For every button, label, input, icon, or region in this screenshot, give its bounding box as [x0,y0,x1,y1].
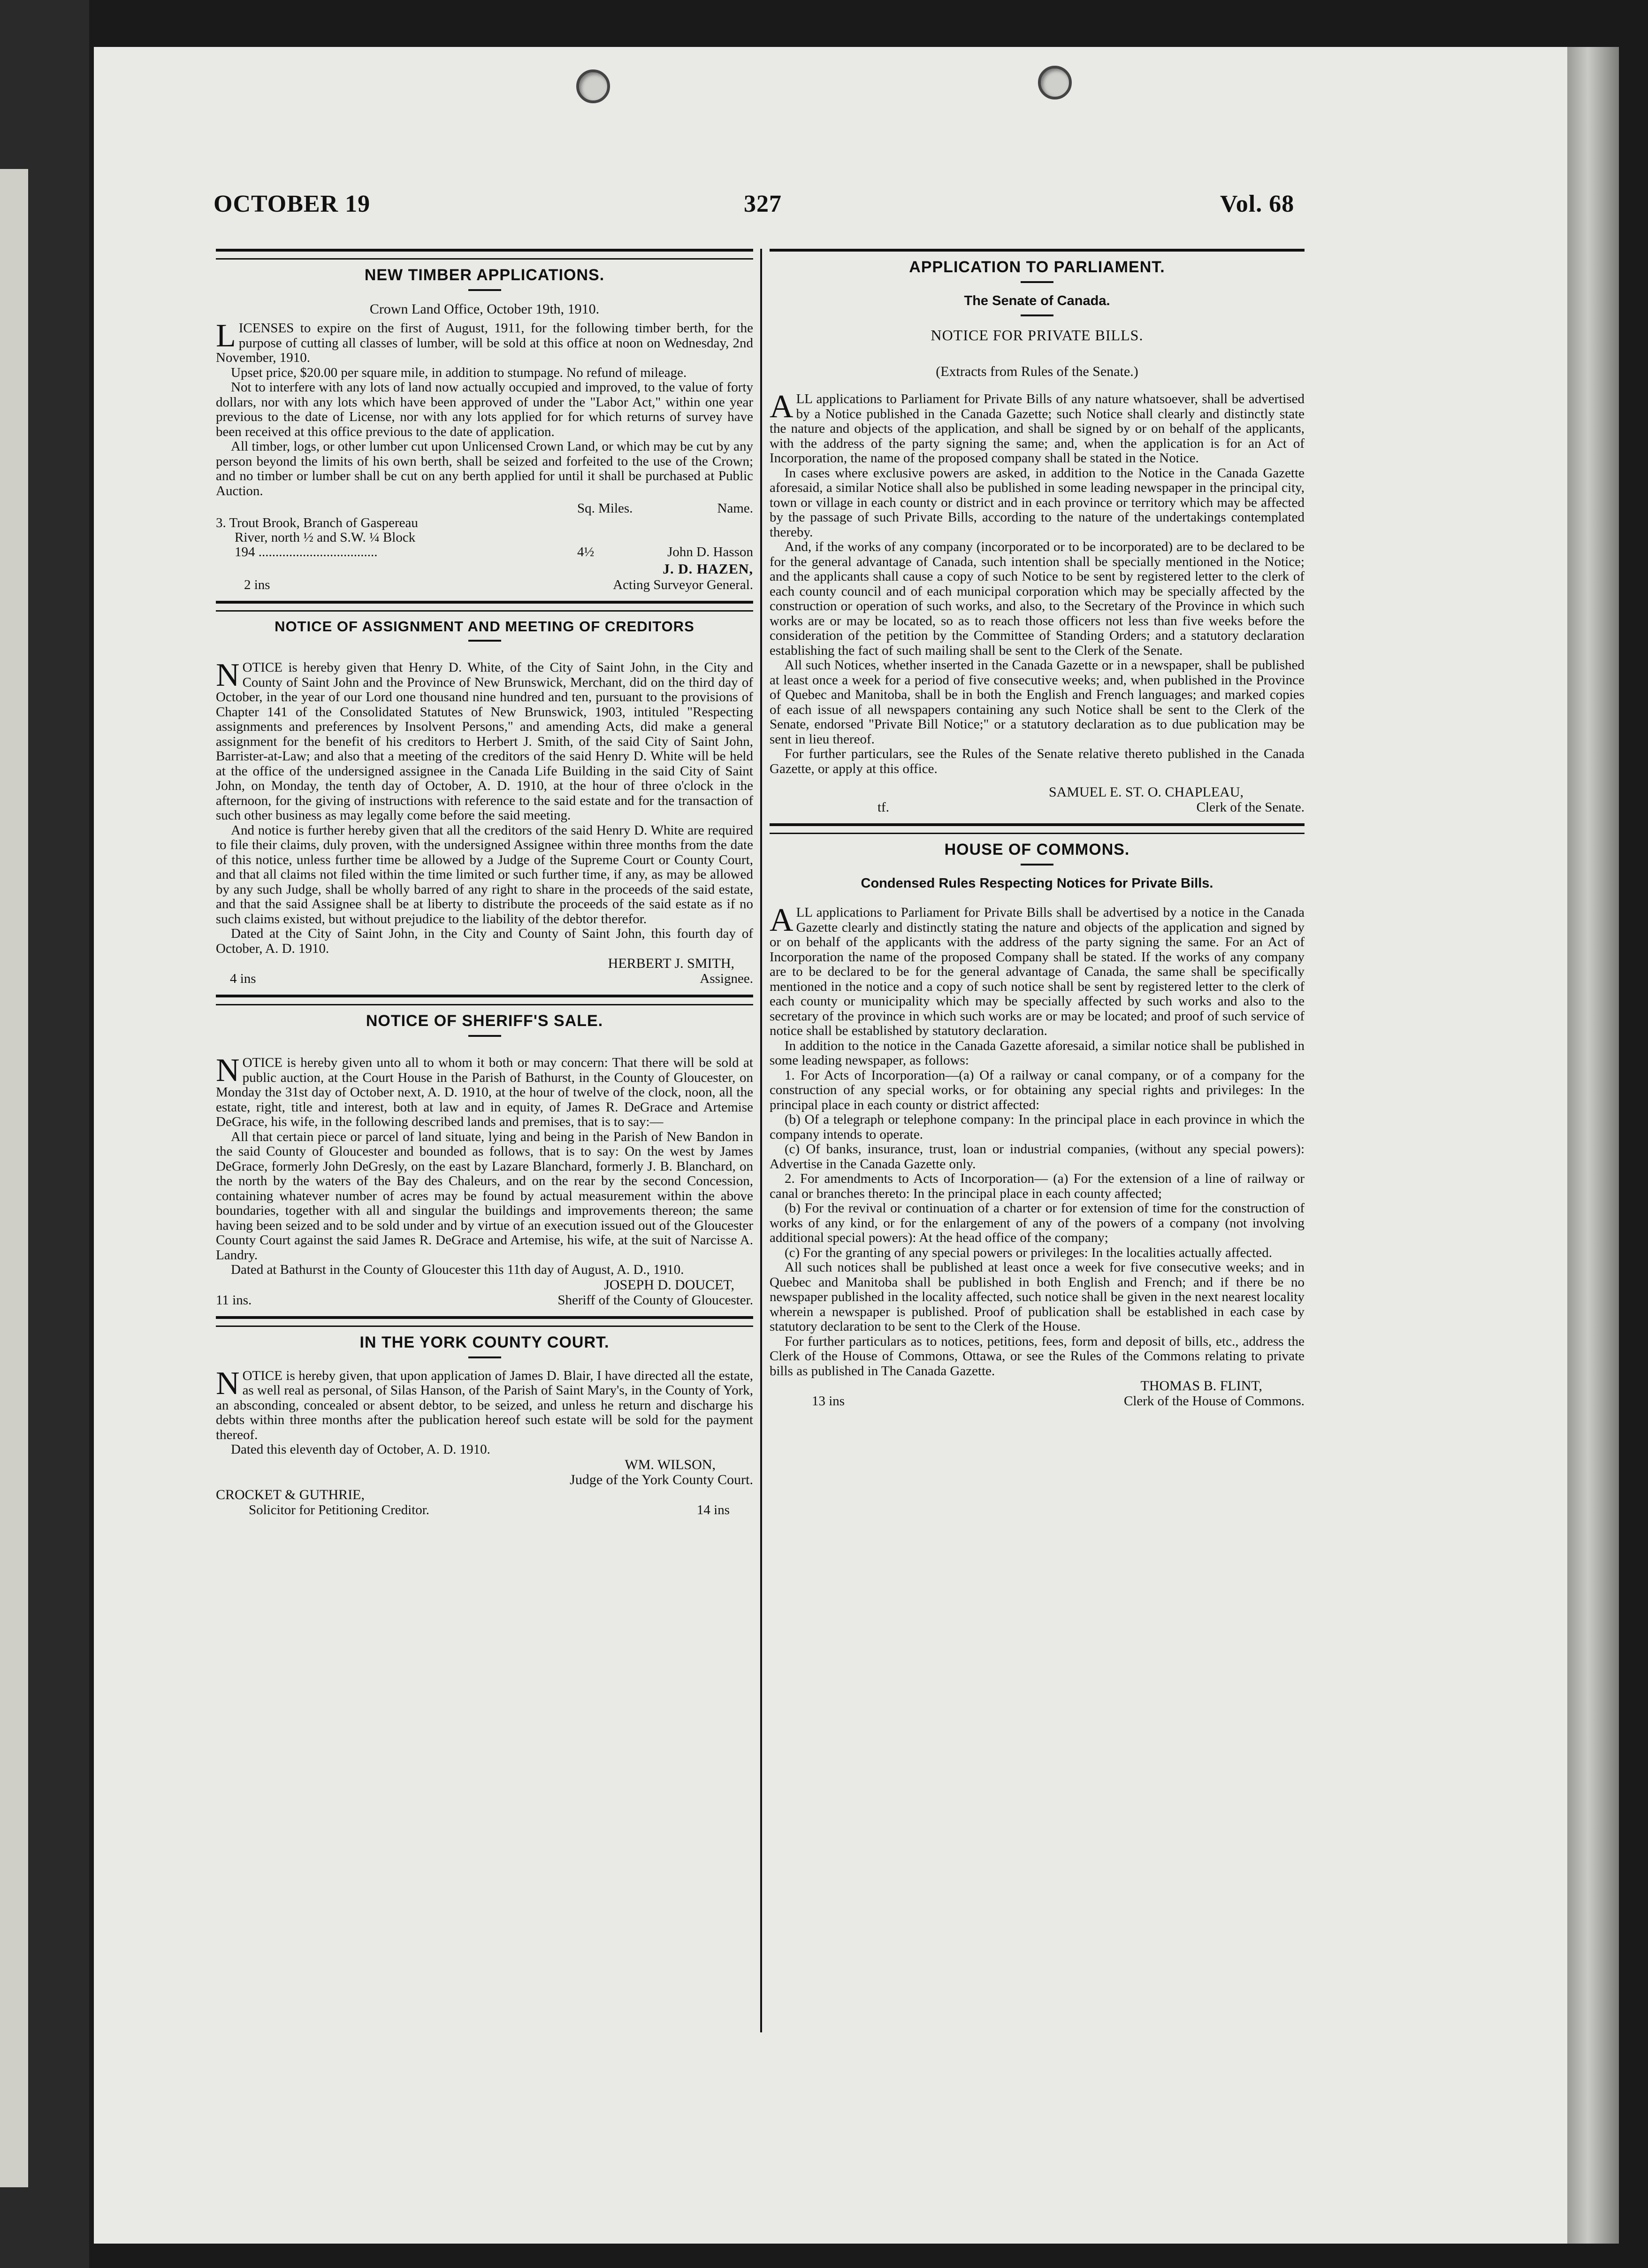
assignment-p2: And notice is further hereby given that all the creditors of the said Henry D. White are required to file their claims, duly proven, with the undersigned Assignee within three months from the date of this notice, unless further time be allowed by a Judge of the Supreme Court or County Court, and that all claims not filed within the time limited or such further time, if any, as may be allowed by any such Judge, shall be wholly barred of any right to share in the proceeds of the said estate, and that the said Assignee shall be at liberty to distribute the proceeds of the said estate as if no such claims existed, but without prejudice to the liability of the debtor therefor. [216,822,753,927]
parliament-subtitle: The Senate of Canada. [964,293,1110,308]
column-divider [760,249,762,2032]
title-rule [468,1035,501,1037]
commons-title: HOUSE OF COMMONS. [944,841,1130,858]
parliament-p5: For further particulars, see the Rules of the Senate relative thereto published in the Canada Gazette, or apply at this office. [770,746,1305,776]
commons-p10: For further particulars as to notices, petitions, fees, form and deposit of bills, etc., address the Clerk of the House of Commons, Ottawa, or see the Rules of the Commons relating to private bills as published in The Canada Gazette. [770,1333,1305,1379]
parliament-tf: tf. [877,800,889,815]
york-footer [216,1502,753,1517]
commons-p3: 1. For Acts of Incorporation—(a) Of a railway or canal company, or of a company for the construction of any special works, or for obtaining any special rights and privileges: In the principal place in each county or district affected: [770,1067,1305,1112]
sheriff-title: NOTICE OF SHERIFF'S SALE. [366,1012,603,1030]
timber-p4: All timber, logs, or other lumber cut upon Unlicensed Crown Land, or which may be cut by any person beyond the limits of his own berth, shall be seized and forfeited to the use of the Crown; and no timber or lumber shall be cut on any berth applied for until it shall be purchased at Public Auction. [216,439,753,498]
commons-signer-title: Clerk of the House of Commons. [1123,1394,1305,1409]
sheriff-p1: NOTICE is hereby given unto all to whom it both or may concern: That there will be sold at public auction, at the Court House in the Parish of Bathurst, in the County of Gloucester, on Monday the 31st day of October next, A. D. 1910, at the hour of twelve of the clock, noon, all the estate, right, title and interest, both at law and in equity, of James R. DeGrace and Artemise DeGrace, his wife, in the following described lands and premises, that is to say:— [216,1052,753,1129]
timber-entry-line1: 3. Trout Brook, Branch of Gaspereau [216,515,418,530]
parliament-p2: In cases where exclusive powers are asked, in addition to the Notice in the Canada Gazette aforesaid, a similar Notice shall also be published in some leading newspaper in the principal city, town or village in each county or district and in each province or territory which may be affected by the passage of such Private Bills, according to the nature of the undertakings contemplated thereby. [770,465,1305,540]
york-notice [216,1333,753,1517]
assignment-signer: HERBERT J. SMITH, [608,956,734,971]
parliament-notice [770,258,1305,815]
header-volume: Vol. 68 [1220,191,1295,217]
title-rule [468,289,501,291]
assignment-signer-title: Assignee. [700,971,753,986]
york-solicitor: CROCKET & GUTHRIE, [216,1486,365,1502]
commons-p1: ALL applications to Parliament for Private Bills shall be advertised by a notice in the Canada Gazette clearly and distinctly stating the nature and objects of the application and signed by or on behalf of the applicants with the address of the party signing the same. For an Act of Incorporation the name of the proposed Company shall be stated. If the works of any company are to be declared to be for the general advantage of Canada, the same shall be specifically mentioned in the notice and a copy of such notice shall be sent by registered letter to the clerk of each county or municipality which may be specially affected by such works and also to the secretary of the province in which such works are or may be located; and proof of such service of notice shall be established by statutory declaration. [770,902,1305,1038]
timber-title: NEW TIMBER APPLICATIONS. [364,266,605,284]
header-page-number: 327 [744,191,782,217]
timber-ins: 2 ins [244,577,270,592]
york-p1: NOTICE is hereby given, that upon application of James D. Blair, I have directed all the estate, as well real as personal, of Silas Hanson, of the Parish of Saint Mary's, in the County of York, an absconding, concealed or absent debtor, to be seized, and unless he return and discharge his debts within three months after the publication hereof such estate will be sold for the payment thereof. [216,1365,753,1442]
top-rule-left [216,249,753,260]
commons-p9: All such notices shall be published at least once a week for five consecutive weeks; and in Quebec and Manitoba shall be published in both English and French; and if there be no newspaper published in the locality affected, such notice shall be given in the next nearest locality wherein a newspaper is published. Proof of publication shall be established in each case by statutory declaration to be sent to the Clerk of the House. [770,1260,1305,1334]
york-p2: Dated this eleventh day of October, A. D. 1910. [231,1442,490,1457]
sheriff-notice [216,1012,753,1308]
title-rule [1021,864,1053,866]
timber-footer [216,577,753,592]
sheriff-signer-title: Sheriff of the County of Gloucester. [557,1292,753,1308]
col-name: Name. [717,501,753,516]
rule-sheriff [216,995,753,1005]
york-title: IN THE YORK COUNTY COURT. [359,1333,610,1351]
timber-p2: Upset price, $20.00 per square mile, in addition to stumpage. No refund of mileage. [231,365,687,380]
parliament-signer: SAMUEL E. ST. O. CHAPLEAU, [1048,784,1244,800]
sheriff-ins: 11 ins. [216,1292,252,1308]
commons-p8: (c) For the granting of any special powers or privileges: In the localities actually affected. [785,1245,1273,1260]
title-rule [1021,281,1053,283]
timber-p3: Not to interfere with any lots of land now actually occupied and improved, to the value of forty dollars, nor with any lots which have been approved of under the "Labor Act," within one year previous to the date of License, nor with any lots applied for for which returns of survey have been received at this office previous to the date of application. [216,380,753,439]
assignment-ins: 4 ins [230,971,256,986]
parliament-title: APPLICATION TO PARLIAMENT. [909,258,1165,276]
york-signer-title: Judge of the York County Court. [570,1471,753,1487]
assignment-p3: Dated at the City of Saint John, in the City and County of Saint John, this fourth day of October, A. D. 1910. [216,926,753,956]
parliament-signer-title: Clerk of the Senate. [1196,800,1305,815]
binding-hole-right [1038,66,1072,100]
sheriff-p3: Dated at Bathurst in the County of Gloucester this 11th day of August, A. D., 1910. [231,1262,684,1277]
timber-signer: J. D. HAZEN, [663,561,753,577]
parliament-notice-title: NOTICE FOR PRIVATE BILLS. [931,327,1144,344]
timber-office-line: Crown Land Office, October 19th, 1910. [369,301,600,317]
assignment-title: NOTICE OF ASSIGNMENT AND MEETING OF CREDITORS [275,618,694,635]
commons-p6: 2. For amendments to Acts of Incorporation— (a) For the extension of a line of railway or canal or branches thereto: In the principal place in each county affected; [770,1171,1305,1201]
commons-p5: (c) Of banks, insurance, trust, loan or industrial companies, (without any special powers): Advertise in the Canada Gazette only. [770,1142,1305,1172]
timber-p1: LICENSES to expire on the first of August, 1911, for the following timber berth, for the purpose of cutting all classes of lumber, will be sold at this office at noon on Wednesday, 2nd November, 1910. [216,318,753,365]
parliament-footer [770,800,1305,815]
rule-assignment [216,601,753,612]
sheriff-signer: JOSEPH D. DOUCET, [604,1277,734,1293]
timber-entry-line2: River, north ½ and S.W. ¼ Block [235,530,416,545]
assignment-p1: NOTICE is hereby given that Henry D. White, of the City of Saint John, in the City and County of Saint John and the Province of New Brunswick, Merchant, did on the third day of October, in the year of our Lord one thousand nine hundred and ten, pursuant to the provisions of Chapter 141 of the Consolidated Statutes of New Brunswick, 1903, intituled "Respecting assignments and preferences by Insolvent Persons," and amending Acts, did make a general assignment for the benefit of his creditors to Herbert J. Smith, of the said City of Saint John, Barrister-at-Law; and also that a meeting of the creditors of the said Henry D. White will be held at the office of the undersigned assignee in the Canada Life Building in the said City of Saint John, on Monday, the tenth day of October, A. D. 1910, at the hour of three o'clock in the afternoon, for the giving of instructions with reference to the said estate and for the transaction of such other business as may legally come before the said meeting. [216,657,753,823]
binding-hole-left [576,69,610,103]
commons-p4: (b) Of a telegraph or telephone company: In the principal place in each province in which the company intends to operate. [770,1112,1305,1142]
commons-notice [770,841,1305,1409]
assignment-notice [216,618,753,986]
york-signer: WM. WILSON, [625,1456,716,1472]
title-rule [468,1356,501,1358]
timber-entry-block: 194 ................................... [235,544,378,559]
commons-footer [770,1394,1305,1409]
left-column [216,249,753,1517]
timber-table-header [216,501,753,516]
timber-notice [216,266,753,592]
parliament-extracts: (Extracts from Rules of the Senate.) [936,364,1138,379]
timber-entry-row [216,545,753,559]
york-ins: 14 ins [696,1502,730,1517]
top-rule-right [770,249,1305,252]
commons-ins: 13 ins [812,1394,845,1409]
header-date: OCTOBER 19 [214,191,371,217]
right-column [770,249,1305,1409]
title-rule [468,640,501,642]
timber-signer-title: Acting Surveyor General. [613,577,753,592]
rule-commons [770,823,1305,834]
commons-p2: In addition to the notice in the Canada Gazette aforesaid, a similar notice shall be published in some leading newspaper, as follows: [770,1038,1305,1068]
timber-entry-name: John D. Hasson [667,544,753,559]
parliament-p1: ALL applications to Parliament for Private Bills of any nature whatsoever, shall be advertised by a Notice published in the Canada Gazette; such Notice shall clearly and distinctly state the nature and objects of the application, and shall be signed by or on behalf of the applicants, with the address of the party signing the same; and, when the application is for an Act of Incorporation, the name of the proposed company shall be stated in the Notice. [770,389,1305,466]
rule-york [216,1316,753,1327]
assignment-footer [216,971,753,986]
commons-subtitle: Condensed Rules Respecting Notices for Private Bills. [861,876,1213,891]
parliament-p4: All such Notices, whether inserted in the Canada Gazette or in a newspaper, shall be published at least once a week for a period of five consecutive weeks; and, when published in the Province of Quebec and Manitoba, shall be in both the English and French languages; and marked copies of each issue of all newspapers containing any such Notice shall be sent to the Clerk of the Senate, endorsed "Private Bill Notice;" or a statutory declaration as to due publication may be sent in lieu thereof. [770,658,1305,747]
commons-p7: (b) For the revival or continuation of a charter or for extension of time for the construction of works of any kind, or for the enlargement of any of the powers of a company (not involving additional special powers): At the head office of the company; [770,1201,1305,1245]
title-rule [1021,314,1053,316]
timber-entry-sq: 4½ [577,544,595,559]
york-solicitor-title: Solicitor for Petitioning Creditor. [249,1502,430,1517]
sheriff-footer [216,1293,753,1308]
adjacent-page-strip [0,169,28,2187]
parliament-p3: And, if the works of any company (incorporated or to be incorporated) are to be declared to be for the general advantage of Canada, such intention shall be specially mentioned in the Notice; and the applicants shall cause a copy of such Notice to be sent by registered letter to the clerk of each county council and of each municipal corporation which may be specially affected by the construction or operation of such works, and also, to the Secretary of the Province in which such works are or may be located, so as to reach those officers not less than five weeks before the consideration of the petition by the Committee of Standing Orders; and a statutory declaration establishing the fact of such mailing shall be sent to the Clerk of the Senate. [770,539,1305,658]
commons-signer: THOMAS B. FLINT, [1140,1378,1262,1394]
col-sq-miles: Sq. Miles. [577,501,633,516]
page-stack-edge [1567,47,1619,2244]
sheriff-p2: All that certain piece or parcel of land situate, lying and being in the Parish of New Bandon in the said County of Gloucester and bounded as follows, that is to say: On the west by James DeGrace, formerly John DeGresly, on the east by Lazare Blanchard, formerly J. B. Blanchard, on the north by the waters of the Bay des Chaleurs, and on the rear by the second Concession, containing whatever number of acres may be found by actual measurement within the above boundaries, together with all and singular the buildings and improvements thereon; the same having been seized and to be sold under and by virtue of an execution issued out of the Gloucester County Court against the said James R. DeGrace and Artemise, his wife, at the suit of Narcisse A. Landry. [216,1129,753,1263]
